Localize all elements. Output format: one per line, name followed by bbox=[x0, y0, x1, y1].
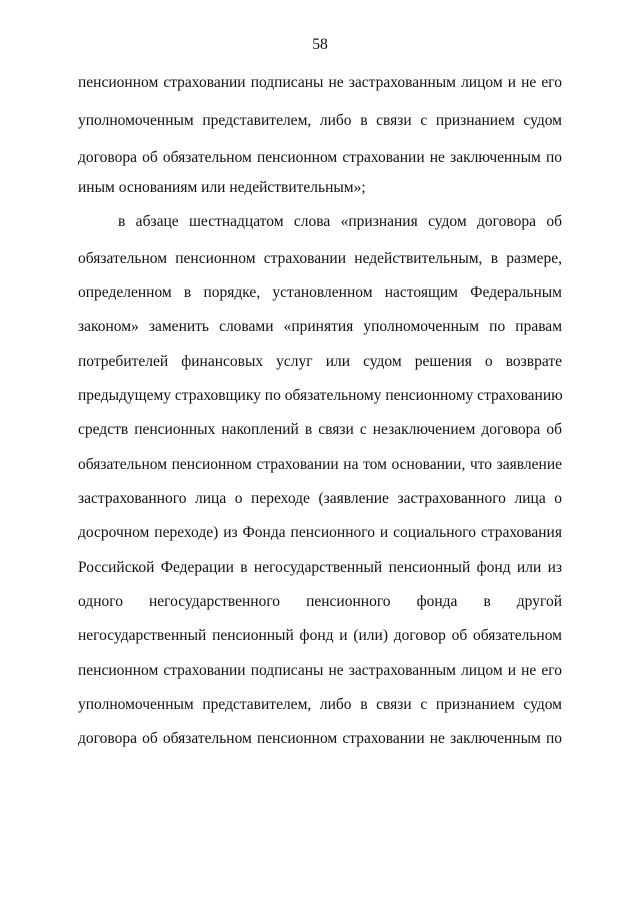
paragraph-2-line-13: негосударственный пенсионный фонд и (или) договор об обязательном bbox=[78, 627, 562, 644]
paragraph-2-line-9: застрахованного лица о переходе (заявление застрахованного лица о bbox=[78, 490, 562, 507]
paragraph-2-line-12: одного негосударственного пенсионного фонда в другой bbox=[78, 593, 562, 610]
paragraph-2-line-6: предыдущему страховщику по обязательному пенсионному страхованию bbox=[78, 387, 563, 404]
paragraph-2-line-10: досрочном переходе) из Фонда пенсионного и социального страхования bbox=[78, 524, 562, 541]
paragraph-1-line-4: иным основаниям или недействительным»; bbox=[78, 179, 366, 196]
paragraph-2-line-5: потребителей финансовых услуг или судом решения о возврате bbox=[78, 353, 562, 370]
paragraph-2-line-14: пенсионном страховании подписаны не застрахованным лицом и не его bbox=[78, 662, 562, 679]
paragraph-2-line-3: определенном в порядке, установленном настоящим Федеральным bbox=[78, 284, 562, 301]
paragraph-2-line-2: обязательном пенсионном страховании недействительным, в размере, bbox=[78, 250, 562, 267]
paragraph-2-line-11: Российской Федерации в негосударственный пенсионный фонд или из bbox=[78, 559, 562, 576]
paragraph-2-line-7: средств пенсионных накоплений в связи с незаключением договора об bbox=[78, 421, 562, 438]
paragraph-2-line-16: договора об обязательном пенсионном страховании не заключенным по bbox=[78, 730, 562, 747]
paragraph-2-line-8: обязательном пенсионном страховании на том основании, что заявление bbox=[78, 456, 562, 473]
paragraph-1-line-2: уполномоченным представителем, либо в связи с признанием судом bbox=[78, 112, 562, 129]
paragraph-2-line-15: уполномоченным представителем, либо в связи с признанием судом bbox=[78, 696, 562, 713]
paragraph-2-line-1: в абзаце шестнадцатом слова «признания судом договора об bbox=[118, 213, 562, 230]
page-number: 58 bbox=[312, 36, 328, 53]
paragraph-1-line-1: пенсионном страховании подписаны не застрахованным лицом и не его bbox=[78, 74, 562, 91]
paragraph-2-line-4: законом» заменить словами «принятия уполномоченным по правам bbox=[78, 318, 562, 335]
paragraph-1-line-3: договора об обязательном пенсионном страховании не заключенным по bbox=[78, 149, 562, 166]
